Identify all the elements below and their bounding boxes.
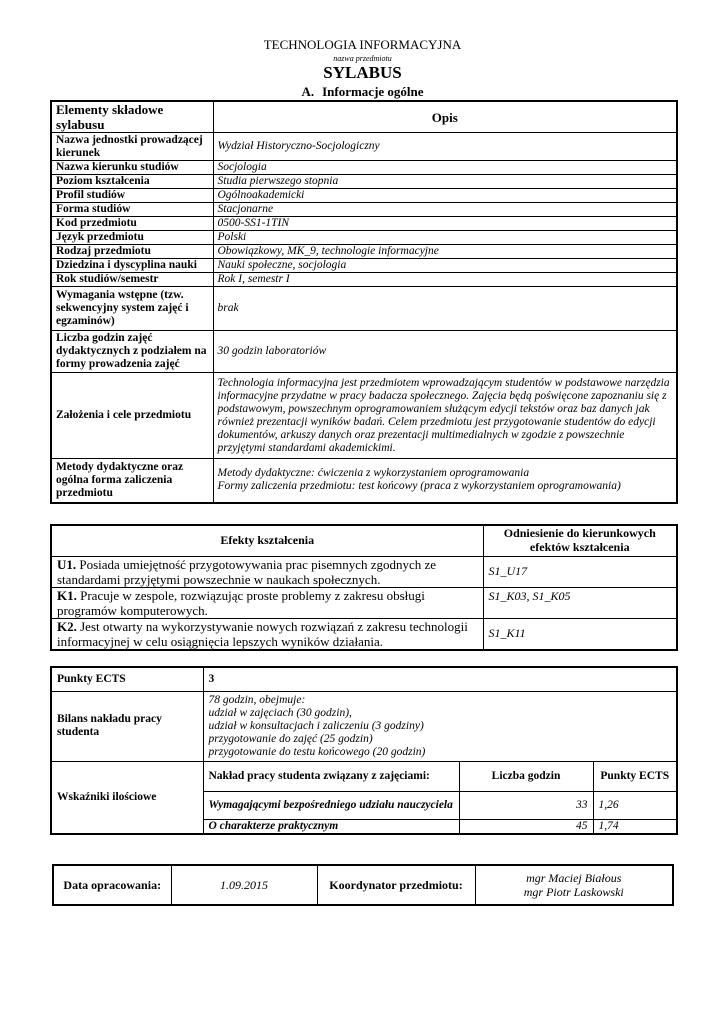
row-value [213,459,677,503]
table-row [51,231,677,245]
indicator-label: Wymagającymi bezpośredniego udziału nauczyciela [203,791,459,819]
date-value: 1.09.2015 [171,865,317,905]
date-coordinator-table [52,864,674,906]
table-row [51,175,677,189]
effect-reference: S1_K03, S1_K05 [483,587,677,618]
effect-text: Pracuje w zespole, rozwiązując proste problemy z zakresu obsługi programów komputerowych. [57,587,425,618]
effect-text: Posiada umiejętność przygotowywania prac pisemnych zgodnych ze standardami przyjętymi powszechnie w naukach społecznych. [57,556,437,587]
table-row [51,373,677,459]
row-label: Poziom kształcenia [51,175,213,189]
col-header-hours: Liczba godzin [459,761,593,791]
learning-effects-table [50,524,678,651]
indicator-hours: 45 [459,819,593,834]
row-value: 0500-SS1-1TIN [213,217,677,231]
row-label: Wymagania wstępne (tzw. sekwencyjny system zajęć i egzaminów) [51,287,213,331]
indicators-label: Wskaźniki ilościowe [51,761,203,834]
row-value: Studia pierwszego stopnia [213,175,677,189]
section-letter: A. [301,84,315,99]
table-row [51,259,677,273]
coordinator-name: mgr Maciej Białous [526,871,622,885]
date-label: Data opracowania: [53,865,171,905]
row-value: Technologia informacyjna jest przedmiotem wprowadzającym studentów w podstawowe narzędzia informacyjne przydatne w pracy badacza społecznego. Zajęcia będą poświęcone zapoznaniu się z podstawowym, powszechnym oprogramowaniem służącym edycji tekstów oraz baz danych jak również prezentacji wyników badań. Celem przedmiotu jest przygotowanie studentów do edycji dokumentów, arkuszy danych oraz prezentacji multimedialnych w zgodzie z powszechnie przyjętymi standardami akademickimi. [213,373,677,459]
effect-code: U1. [57,556,77,572]
table-row [51,761,677,791]
ects-table [50,666,678,835]
table-row [51,618,677,650]
row-value: brak [213,287,677,331]
balance-line: przygotowanie do testu końcowego (20 godzin) [208,745,426,758]
row-label: Forma studiów [51,203,213,217]
effect-description [51,618,483,650]
row-value: Nauki społeczne, socjologia [213,259,677,273]
coordinator-name: mgr Piotr Laskowski [523,885,624,899]
row-label: Nazwa jednostki prowadzącej kierunek [51,133,213,161]
balance-line: udział w zajęciach (30 godzin), [208,706,352,719]
indicator-label: O charakterze praktycznym [203,819,459,834]
coordinator-names [475,865,673,905]
indicator-points: 1,26 [593,791,677,819]
document-title: SYLABUS [323,63,402,82]
row-label: Metody dydaktyczne oraz ogólna forma zaliczenia przedmiotu [51,459,213,503]
table-row [51,459,677,503]
coordinator-label: Koordynator przedmiotu: [317,865,475,905]
effect-text: Jest otwarty na wykorzystywanie nowych rozwiązań z zakresu technologii informacyjnej w celu osiągnięcia lepszych wyników działania. [57,618,468,649]
workload-balance-label: Bilans nakładu pracy studenta [51,691,203,761]
col-header-ects-points: Punkty ECTS [593,761,677,791]
row-value: Wydział Historyczno-Socjologiczny [213,133,677,161]
table-row [51,203,677,217]
section-title: Informacje ogólne [322,84,424,99]
assessment-form: Formy zaliczenia przedmiotu: test końcowy (praca z wykorzystaniem oprogramowania) [217,480,621,493]
table-row [53,865,673,905]
table-row [51,587,677,618]
col-header-effects: Efekty kształcenia [51,525,483,556]
col-header-elements: Elementy składowe sylabusu [51,101,213,133]
effect-code: K1. [57,587,77,603]
row-value: Socjologia [213,161,677,175]
indicator-hours: 33 [459,791,593,819]
effect-description [51,587,483,618]
balance-line: 78 godzin, obejmuje: [208,693,306,706]
row-label: Rodzaj przedmiotu [51,245,213,259]
row-label: Założenia i cele przedmiotu [51,373,213,459]
row-label: Język przedmiotu [51,231,213,245]
effect-reference: S1_K11 [483,618,677,650]
table-row [51,217,677,231]
col-header-workload: Nakład pracy studenta związany z zajęciami: [203,761,459,791]
subject-name: TECHNOLOGIA INFORMACYJNA [263,37,462,52]
col-header-description: Opis [213,101,677,133]
table-row [51,331,677,373]
row-label: Rok studiów/semestr [51,273,213,287]
effect-description [51,556,483,587]
indicator-points: 1,74 [593,819,677,834]
effect-code: K2. [57,618,77,634]
row-label: Kod przedmiotu [51,217,213,231]
row-value: Obowiązkowy, MK_9, technologie informacyjne [213,245,677,259]
row-value: Ogólnoakademicki [213,189,677,203]
general-info-table [50,100,678,504]
table-row [51,133,677,161]
workload-balance-value [203,691,677,761]
row-value: Stacjonarne [213,203,677,217]
row-value: 30 godzin laboratoriów [213,331,677,373]
row-label: Nazwa kierunku studiów [51,161,213,175]
table-row [51,273,677,287]
table-row [51,667,677,691]
table-row [51,556,677,587]
table-row [51,189,677,203]
row-value: Rok I, semestr I [213,273,677,287]
table-row [51,287,677,331]
col-header-reference: Odniesienie do kierunkowych efektów kształcenia [483,525,677,556]
row-label: Dziedzina i dyscyplina nauki [51,259,213,273]
effect-reference: S1_U17 [483,556,677,587]
balance-line: udział w konsultacjach i zaliczeniu (3 godziny) [208,719,424,732]
table-row [51,161,677,175]
balance-line: przygotowanie do zajęć (25 godzin) [208,732,373,745]
subject-name-caption: nazwa przedmiotu [333,54,392,63]
table-row [51,245,677,259]
row-label: Liczba godzin zajęć dydaktycznych z podziałem na formy prowadzenia zajęć [51,331,213,373]
ects-points-value: 3 [203,667,677,691]
section-heading [0,84,725,100]
table-row [51,691,677,761]
teaching-methods: Metody dydaktyczne: ćwiczenia z wykorzystaniem oprogramowania [217,467,530,480]
row-label: Profil studiów [51,189,213,203]
row-value: Polski [213,231,677,245]
ects-points-label: Punkty ECTS [51,667,203,691]
